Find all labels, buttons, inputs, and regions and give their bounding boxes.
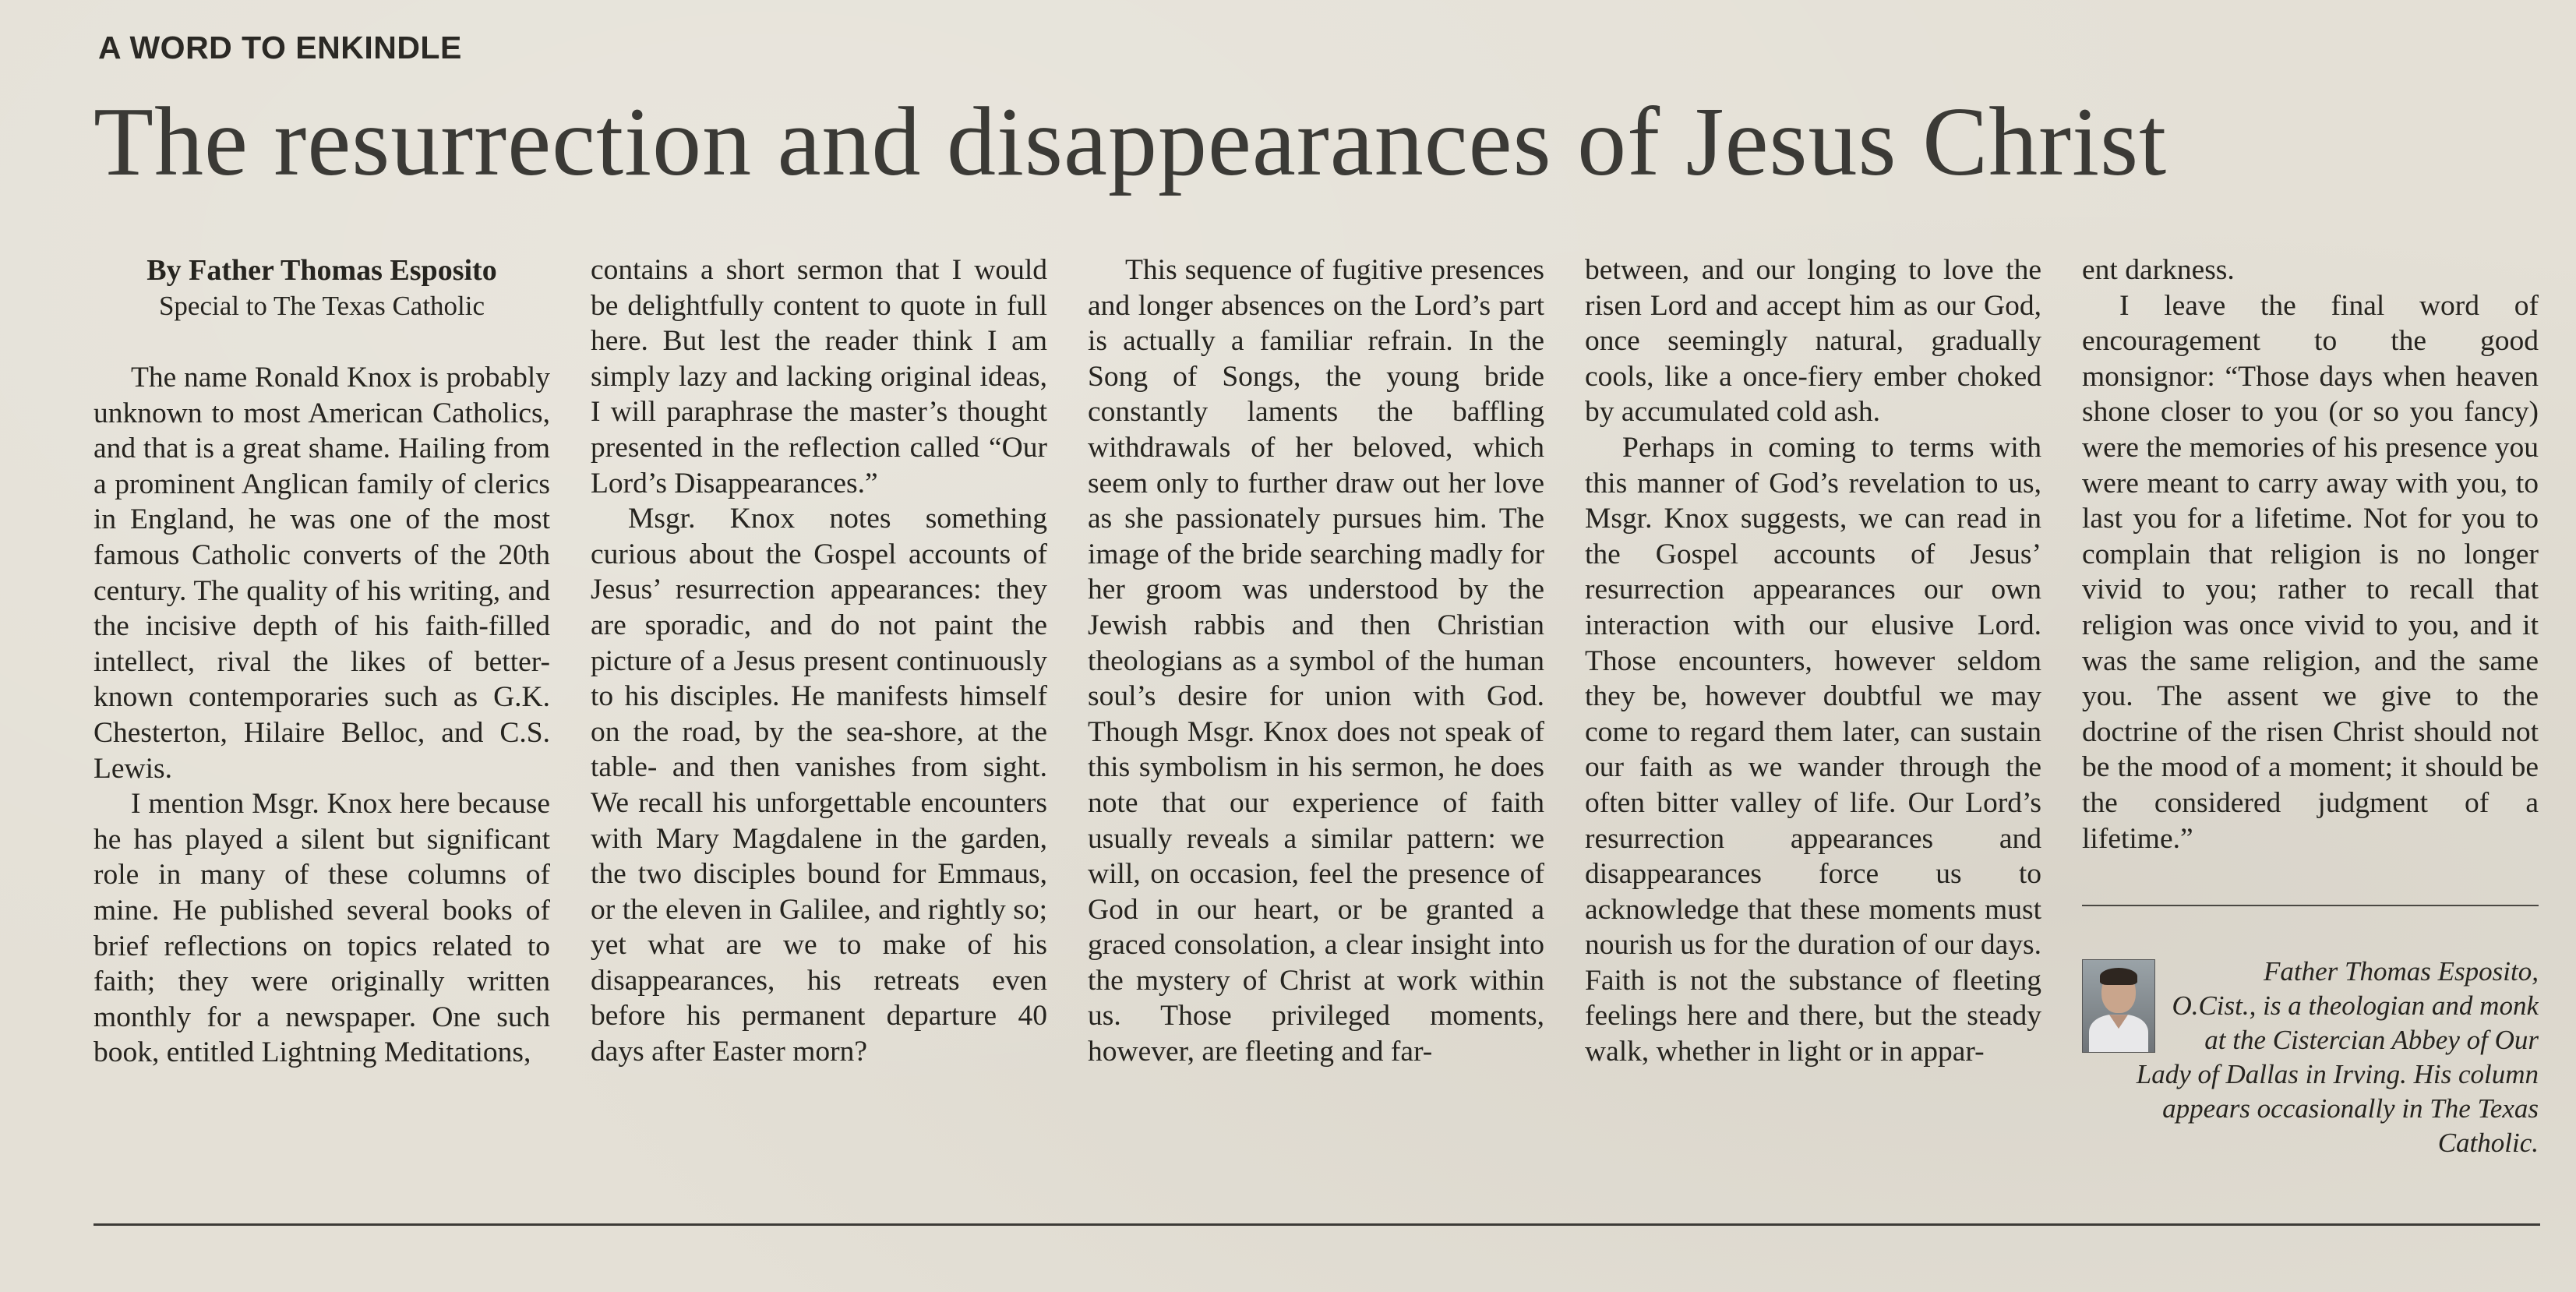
headline: The resurrection and disappearances of Jesus Christ: [94, 88, 2168, 196]
author-photo: [2082, 959, 2155, 1053]
column-5: [2082, 252, 2539, 1164]
paragraph: I mention Msgr. Knox here because he has played a silent but significant role in many of these columns of mine. He published several books of brief reflections on topics related to faith; they were originally written monthly for a newspaper. One such book, entitled Lightning Meditations,: [94, 788, 550, 1069]
column-3: [1088, 252, 1544, 1164]
section-kicker: A WORD TO ENKINDLE: [98, 30, 462, 65]
column-1: [94, 252, 550, 1164]
column-2: [591, 252, 1047, 1164]
byline: [94, 252, 550, 324]
paragraph: This sequence of fugitive presences and longer absences on the Lord’s part is actually a familiar refrain. In the Song of Songs, the young bride constantly laments the baffling withdrawals of her beloved, which seem only to further draw out her love as she passionately pursues him. The image of the bride searching madly for her groom was understood by the Jewish rabbis and then Christian theologians as a symbol of the human soul’s desire for union with God. Though Msgr. Knox does not speak of this symbolism in his sermon, he does note that our experience of faith usually reveals a similar pattern: we will, on occasion, feel the presence of God in our heart, or be granted a graced consolation, a clear insight into the mystery of Christ at work within us. Those privileged moments, however, are fleeting and far-: [1088, 254, 1544, 1068]
byline-author: By Father Thomas Esposito: [146, 254, 497, 287]
byline-affiliation: Special to The Texas Catholic: [158, 291, 485, 321]
bottom-divider: [94, 1223, 2540, 1226]
column-4: [1585, 252, 2041, 1164]
paragraph: Perhaps in coming to terms with this manner of God’s revelation to us, Msgr. Knox suggests, we can read in the Gospel accounts of Jesus’ resurrection appearances our own interaction with our elusive Lord. Those encounters, however seldom they be, however doubtful we may come to regard them later, can sustain our faith as we wander through the often bitter valley of life. Our Lord’s resurrection appearances and disappearances force us to acknowledge that these moments must nourish us for the duration of our days. Faith is not the substance of fleeting feelings here and there, but the steady walk, whether in light or in appar-: [1585, 431, 2041, 1068]
paragraph: The name Ronald Knox is probably unknown to most American Catholics, and that is a great shame. Hailing from a prominent Anglican family of clerics in England, he was one of the most famous Catholic converts of the 20th century. The quality of his writing, and the incisive depth of his faith-filled intellect, rival the likes of better-known contemporaries such as G.K. Chesterton, Hilaire Belloc, and C.S. Lewis.: [94, 362, 550, 785]
paragraph: Msgr. Knox notes something curious about the Gospel accounts of Jesus’ resurrection appearances: they are sporadic, and do not paint the picture of a Jesus present continuously to his disciples. He manifests himself on the road, by the sea-shore, at the table- and then vanishes from sight. We recall his unforgettable encounters with Mary Magdalene in the garden, the two disciples bound for Emmaus, or the eleven in Galilee, and rightly so; yet what are we to make of his disappearances, his retreats even before his permanent departure 40 days after Easter morn?: [591, 503, 1047, 1068]
article-columns: [94, 252, 2540, 1164]
bio-divider: [2082, 905, 2539, 906]
paragraph: between, and our longing to love the risen Lord and accept him as our God, once seemingly natural, gradually cools, like a once-fiery ember choked by accumulated cold ash.: [1585, 254, 2041, 429]
paragraph: I leave the final word of encouragement to the good monsignor: “Those days when heaven shone closer to you (or so you fancy) were the memories of his presence you were meant to carry away with you, to last you for a lifetime. Not for you to complain that religion is no longer vivid to you; rather to recall that religion was once vivid to you, and it was the same religion, and the same you. The assent we give to the doctrine of the risen Christ should not be the mood of a moment; it should be the considered judgment of a lifetime.”: [2082, 289, 2539, 855]
paragraph: ent darkness.: [2082, 254, 2235, 286]
author-bio: [2082, 955, 2539, 1160]
paragraph: contains a short sermon that I would be delightfully content to quote in full here. But lest the reader think I am simply lazy and lacking original ideas, I will paraphrase the master’s thought presented in the reflection called “Our Lord’s Disappearances.”: [591, 254, 1047, 500]
author-bio-text: Father Thomas Esposito, O.Cist., is a theologian and monk at the Cistercian Abbey of Our Lady of Dallas in Irving. His column appears occasionally in The Texas Catholic.: [2136, 956, 2539, 1159]
